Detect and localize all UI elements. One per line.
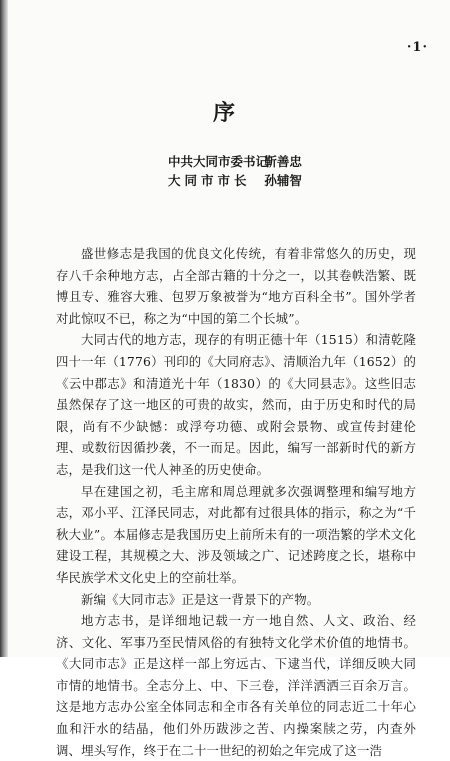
paragraph: 新编《大同市志》正是这一背景下的产物。 xyxy=(81,591,320,607)
paragraph: 早在建国之初，毛主席和周总理就多次强调整理和编写地方志，邓小平、江泽民同志，对此都有过很具体的指示，称之为“千秋大业”。本届修志是我国历史上前所未有的一项浩繁的学术文化建设工程，其规模之大、涉及领域之广、记述跨度之长，堪称中华民族学术文化史上的空前壮举。 xyxy=(56,483,416,585)
author-line xyxy=(168,152,302,171)
paragraph: 地方志书，是详细地记载一方一地自然、人文、政治、经济、文化、军事乃至民情风俗的有独特文化学术价值的地情书。《大同市志》正是这样一部上穷远古、下逮当代，详细反映大同市情的地情书。全志分上、中、下三卷，洋洋洒洒三百余万言。这是地方志办公室全体同志和全市各有关单位的同志近二十年心血和汗水的结晶，他们外历跋涉之苦、内操案牍之劳，内查外调、埋头写作，终于在二十一世纪的初始之年完成了这一浩 xyxy=(56,613,416,758)
author-name: 孙辅智 xyxy=(264,173,302,188)
paragraph: 大同古代的地方志，现存的有明正德十年（1515）和清乾隆四十一年（1776）刊印的《大同府志》、清顺治九年（1652）的《云中郡志》和清道光十年（1830）的《大同县志》。这些旧志虽然保存了这一地区的可贵的故实，然而，由于历史和时代的局限，尚有不少缺憾：或浮夸功德、或附会景物、或宣传封建伦理、或数衍因循抄袭，不一而足。因此，编写一部新时代的新方志，是我们这一代人神圣的历史使命。 xyxy=(56,332,416,477)
page-number: ·1· xyxy=(406,40,428,55)
author-role: 大同市市长 xyxy=(168,173,251,188)
author-block xyxy=(168,152,302,190)
author-name: 靳善忠 xyxy=(264,154,302,169)
paragraph: 盛世修志是我国的优良文化传统，有着非常悠久的历史，现存八千余种地方志，占全部古籍的十分之一，以其卷帙浩繁、既博且专、雅容大雅、包罗万象被誉为“地方百科全书”。国外学者对此惊叹不已，称之为“中国的第二个长城”。 xyxy=(56,246,416,326)
author-line xyxy=(168,171,302,190)
preface-body xyxy=(56,243,416,761)
page-title: 序 xyxy=(212,100,237,126)
author-role: 中共大同市委书记 xyxy=(168,154,269,169)
